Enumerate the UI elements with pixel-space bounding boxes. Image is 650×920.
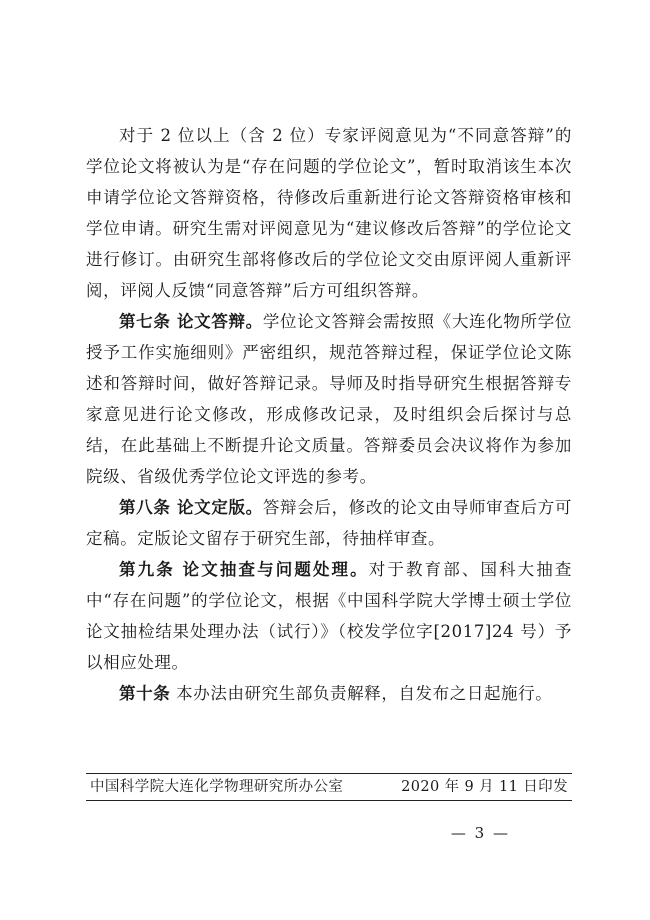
article-heading: 第八条 论文定版。 (119, 498, 263, 517)
footer-issuer: 中国科学院大连化学物理研究所办公室 (90, 779, 344, 795)
footer-issue-date: 2020 年 9 月 11 日印发 (401, 779, 568, 795)
article-9-spot-check (86, 554, 572, 678)
page-number: — 3 — (450, 824, 510, 842)
article-8-final-version (86, 492, 572, 554)
paragraph-review-opinions (86, 120, 572, 306)
article-text: 本办法由研究生部负责解释，自发布之日起施行。 (170, 684, 553, 703)
article-text: 对于教育部、国科大抽查中“存在问题”的学位论文，根据《中国科学院大学博士硕士学位论文抽检结果处理办法（试行）》（校发学位字[2017]24 号）予以相应处理。 (86, 560, 572, 672)
footer-bottom-rule (86, 800, 572, 801)
article-7-thesis-defense (86, 306, 572, 492)
article-text: 答辩会后，修改的论文由导师审查后方可定稿。定版论文留存于研究生部，待抽样审查。 (86, 498, 572, 548)
article-heading: 第九条 论文抽查与问题处理。 (119, 560, 369, 579)
article-heading: 第十条 (119, 684, 171, 703)
article-text: 学位论文答辩会需按照《大连化物所学位授予工作实施细则》严密组织，规范答辩过程，保证学位论文陈述和答辩时间，做好答辩记录。导师及时指导研究生根据答辩专家意见进行论文修改，形成修改记录，及时组织会后探讨与总结，在此基础上不断提升论文质量。答辩委员会决议将作为参加院级、省级优秀学位论文评选的参考。 (86, 312, 572, 486)
paragraph-text: 对于 2 位以上（含 2 位）专家评阅意见为“不同意答辩”的学位论文将被认为是“存在问题的学位论文”，暂时取消该生本次申请学位论文答辩资格，待修改后重新进行论文答辩资格审核和学位申请。研究生需对评阅意见为“建议修改后答辩”的学位论文进行修订。由研究生部将修改后的学位论文交由原评阅人重新评阅，评阅人反馈“同意答辩”后方可组织答辩。 (86, 126, 572, 300)
footer-top-rule (86, 773, 572, 774)
article-heading: 第七条 论文答辩。 (119, 312, 263, 331)
document-body (86, 120, 572, 709)
article-10-interpretation (86, 678, 572, 709)
